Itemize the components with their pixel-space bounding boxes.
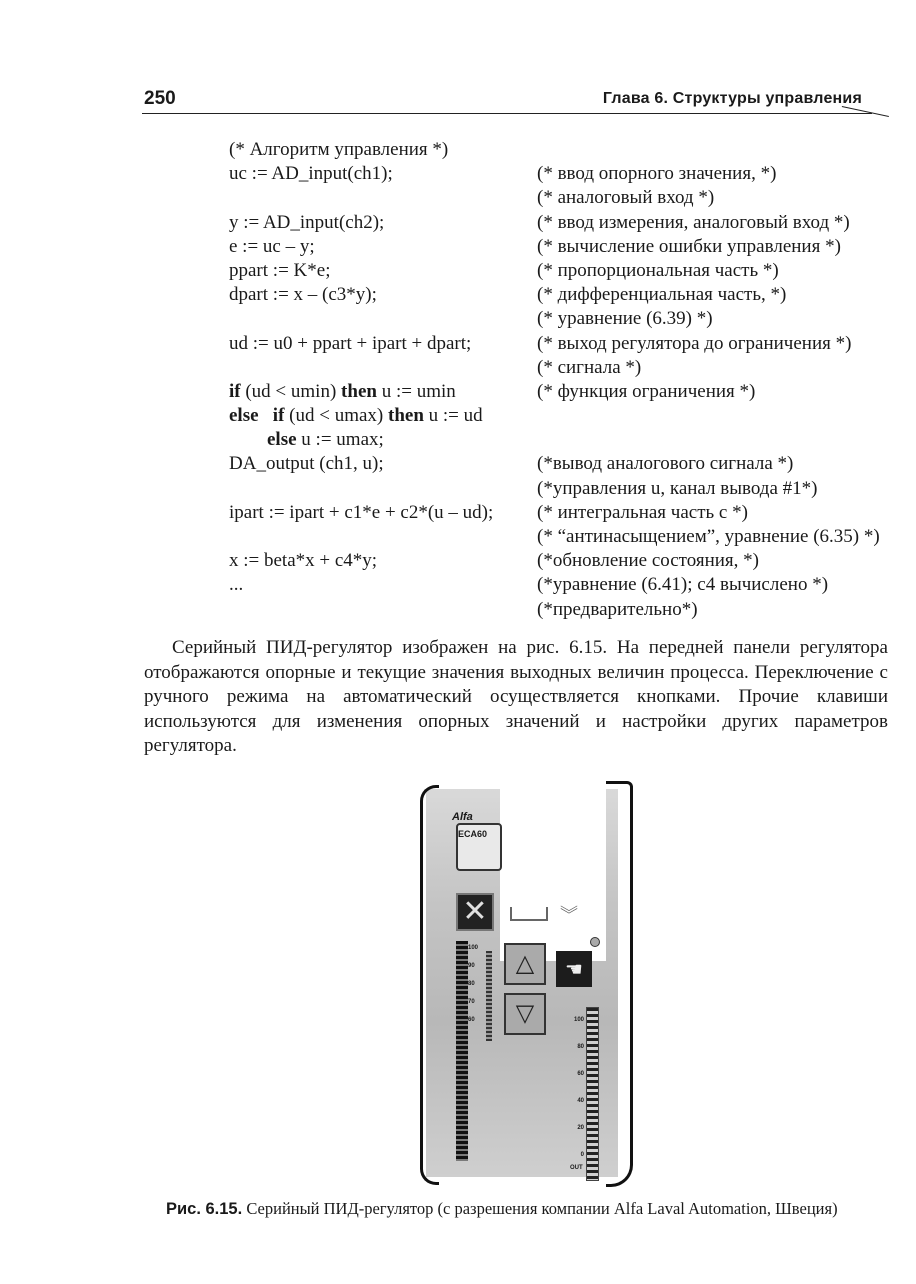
- scale-label: 0: [580, 1152, 584, 1158]
- code-statement: [229, 380, 456, 404]
- code-comment: (*уравнение (6.41); c4 вычислено *): [537, 574, 829, 596]
- code-comment: (* пропорциональная часть *): [537, 259, 779, 281]
- code-comment: (* вычисление ошибки управления *): [537, 235, 841, 257]
- code-line: [229, 332, 909, 356]
- code-fragment: (ud < umin): [240, 380, 342, 402]
- scale-label: 90: [468, 963, 475, 969]
- code-statement: ppart := K*e;: [229, 259, 331, 281]
- scale-label: 100: [468, 945, 479, 951]
- figure-caption: [166, 1198, 886, 1220]
- code-comment: (* выход регулятора до ограничения *): [537, 332, 852, 354]
- code-statement: DA_output (ch1, u);: [229, 453, 384, 475]
- scale-label: 60: [468, 1017, 475, 1023]
- code-statement: e := uc – y;: [229, 235, 315, 257]
- code-line: [229, 283, 909, 307]
- code-line: [229, 259, 909, 283]
- blank-key-icon: [510, 907, 548, 921]
- scale-label: 80: [577, 1044, 584, 1050]
- code-comment: (* интегральная часть с *): [537, 501, 748, 523]
- code-comment: (*предварительно*): [537, 598, 698, 620]
- code-comment: (*вывод аналогового сигнала *): [537, 453, 794, 475]
- code-statement: [229, 428, 384, 452]
- code-comment: (* уравнение (6.39) *): [537, 308, 713, 330]
- scale-label: 100: [573, 1017, 584, 1023]
- code-statement: (* Алгоритм управления *): [229, 139, 449, 160]
- code-line: [229, 452, 909, 476]
- keyword-then: then: [388, 405, 424, 427]
- code-line: [229, 211, 909, 235]
- code-fragment: u := ud: [423, 405, 483, 427]
- code-statement: [229, 404, 483, 428]
- code-line: [229, 477, 909, 501]
- running-title: Глава 6. Структуры управления: [602, 90, 862, 107]
- code-line: [229, 307, 909, 331]
- code-statement: uc := AD_input(ch1);: [229, 163, 393, 185]
- page-number: 250: [144, 88, 176, 109]
- keyword-else: else: [229, 405, 259, 427]
- output-bargraph: [586, 1007, 599, 1181]
- code-line: [229, 186, 909, 210]
- close-x-icon: ✕: [456, 893, 494, 931]
- code-line: [229, 162, 909, 186]
- code-comment: (* “антинасыщением”, уравнение (6.35) *): [537, 526, 880, 547]
- scale-label: 70: [468, 999, 475, 1005]
- code-line: [229, 235, 909, 259]
- page-header: [142, 86, 882, 122]
- code-comment: (* ввод измерения, аналоговый вход *): [537, 211, 850, 233]
- code-comment: (*обновление состояния, *): [537, 550, 759, 572]
- arrow-down-icon: ▽: [504, 993, 546, 1035]
- code-fragment: u := umin: [376, 380, 456, 402]
- code-line: [229, 573, 909, 597]
- frame-right: [606, 781, 633, 1187]
- left-scale: [468, 939, 488, 1029]
- code-comment: (* сигнала *): [537, 356, 642, 378]
- keyword-then: then: [341, 380, 377, 402]
- code-comment: (* дифференциальная часть, *): [537, 284, 787, 306]
- code-line: [229, 380, 909, 404]
- display-label: ECA60: [458, 829, 488, 839]
- code-fragment: if (ud < umax): [272, 405, 388, 427]
- code-statement: ...: [229, 574, 244, 596]
- code-statement: ud := u0 + ppart + ipart + dpart;: [229, 332, 472, 354]
- code-statement: dpart := x – (c3*y);: [229, 284, 377, 306]
- arrow-up-icon: △: [504, 943, 546, 985]
- scale-label: 20: [577, 1125, 584, 1131]
- code-statement: x := beta*x + c4*y;: [229, 550, 378, 572]
- frame-left: [420, 785, 439, 1185]
- keyword-if: if: [229, 380, 241, 402]
- code-comment: (* аналоговый вход *): [537, 187, 715, 209]
- scale-label: 60: [577, 1071, 584, 1077]
- code-line: [229, 404, 909, 428]
- right-scale: [560, 1007, 584, 1169]
- code-line: [229, 501, 909, 525]
- code-line: [229, 525, 909, 549]
- keyword-if: if: [272, 405, 285, 427]
- code-line: [229, 428, 909, 452]
- code-fragment: u := umax;: [296, 429, 384, 451]
- header-rule: [142, 113, 872, 114]
- manual-hand-icon: ☚: [556, 951, 592, 987]
- alfa-logo: Alfa: [452, 811, 473, 823]
- scale-label: 40: [577, 1098, 584, 1104]
- code-comment: (* функция ограничения *): [537, 380, 756, 402]
- out-label: OUT: [570, 1165, 583, 1171]
- pid-controller-figure: [420, 771, 640, 1183]
- code-comment: (*управления u, канал вывода #1*): [537, 477, 818, 499]
- left-bargraph: [456, 941, 468, 1161]
- panel-cutout: [500, 771, 606, 961]
- indicator-led: [590, 937, 600, 947]
- caption-label: Рис. 6.15.: [166, 1200, 243, 1218]
- code-line: [229, 356, 909, 380]
- body-paragraph: Серийный ПИД-регулятор изображен на рис. 6.15. На передней панели регулятора отображаются опорные и текущие значения выходных величин процесса. Переключение с ручного режима на автоматический осуществляется кнопками. Прочие клавиши используются для изменения опорных значений и настройки других параметров регулятора.: [144, 637, 888, 756]
- chevron-down-icon: ︾: [560, 905, 578, 926]
- caption-text: Серийный ПИД-регулятор (с разрешения компании Alfa Laval Automation, Швеция): [242, 1199, 838, 1218]
- code-line: [229, 138, 909, 162]
- scale-label: 80: [468, 981, 475, 987]
- code-comment: (* ввод опорного значения, *): [537, 163, 777, 185]
- header-rule-tail: [838, 106, 889, 135]
- code-line: [229, 549, 909, 573]
- keyword-else: else: [229, 429, 297, 451]
- code-listing: [229, 138, 909, 622]
- code-line: [229, 598, 909, 622]
- code-statement: ipart := ipart + c1*e + c2*(u – ud);: [229, 501, 494, 523]
- code-statement: y := AD_input(ch2);: [229, 211, 385, 233]
